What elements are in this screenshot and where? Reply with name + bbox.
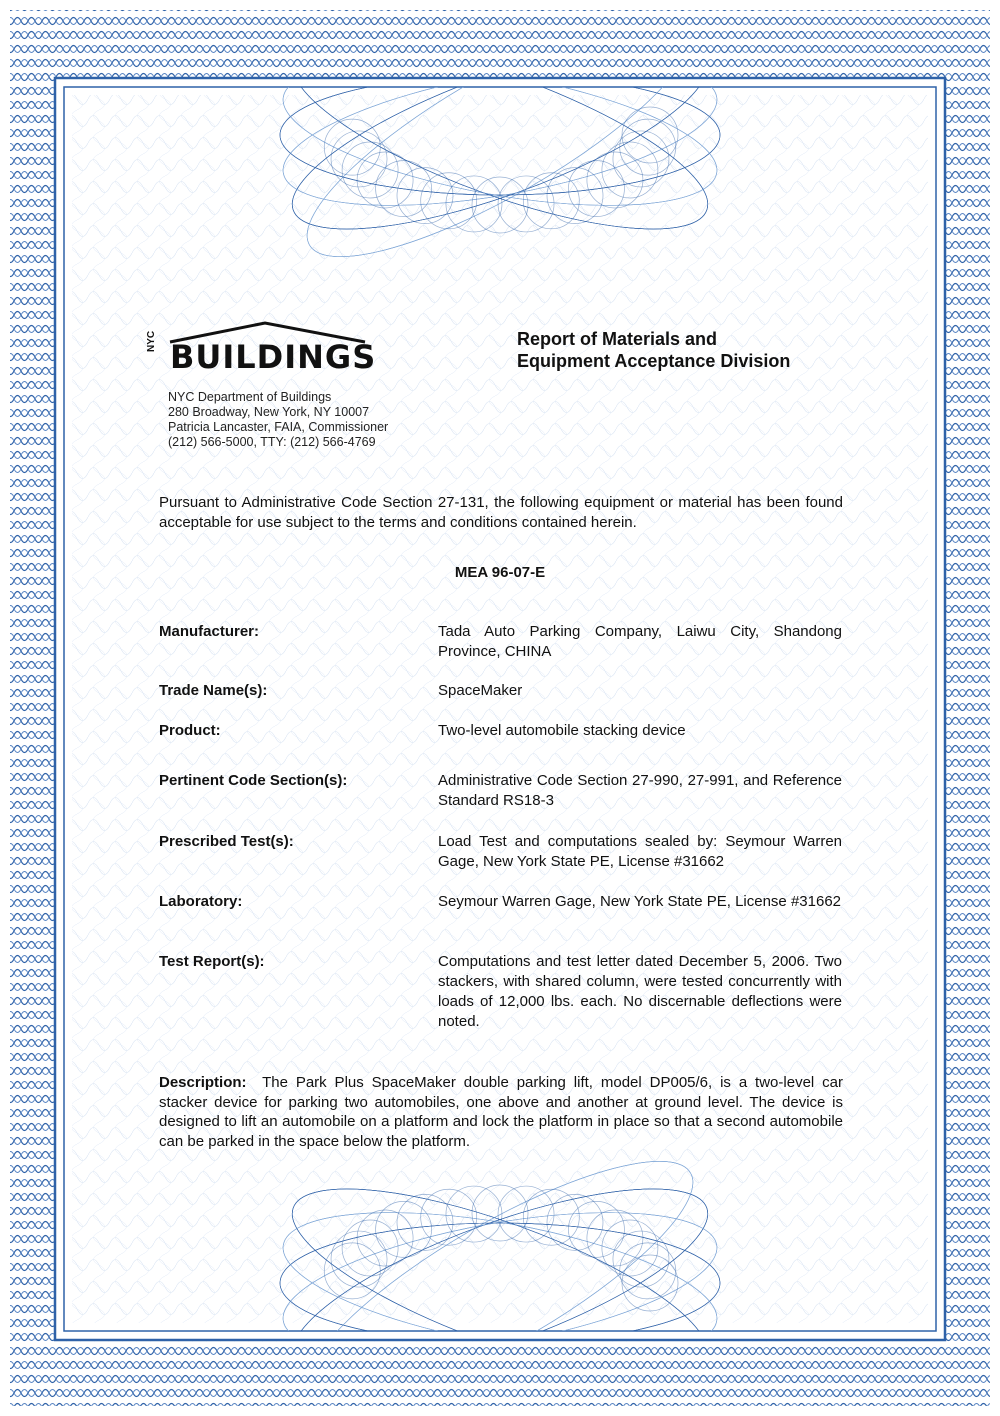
agency-address: 280 Broadway, New York, NY 10007 — [168, 405, 370, 419]
agency-commissioner: Patricia Lancaster, FAIA, Commissioner — [168, 420, 389, 434]
mea-number: MEA 96-07-E — [454, 564, 546, 581]
report-title — [517, 328, 790, 372]
field-value-trade-name: SpaceMaker — [438, 682, 523, 699]
field-label-laboratory: Laboratory: — [159, 893, 243, 910]
field-label-trade-name: Trade Name(s): — [159, 682, 268, 699]
field-label-prescribed-tests: Prescribed Test(s): — [159, 833, 294, 850]
agency-phone: (212) 566-5000, TTY: (212) 566-4769 — [168, 435, 376, 449]
description-paragraph — [159, 1073, 843, 1151]
field-label-code-sections: Pertinent Code Section(s): — [159, 772, 348, 789]
field-value-product: Two-level automobile stacking device — [438, 722, 686, 739]
field-value-code-sections: Administrative Code Section 27-990, 27-991, and Reference Standard RS18-3 — [438, 772, 842, 809]
agency-name: NYC Department of Buildings — [168, 390, 332, 404]
logo-buildings-text: BUILDINGS — [170, 338, 377, 376]
description-label: Description: — [159, 1074, 247, 1091]
field-label-product: Product: — [159, 722, 221, 739]
field-value-test-reports: Computations and test letter dated December 5, 2006. Two stackers, with shared column, were tested concurrently with loads of 12,000 lbs. each. No discernable deflections were noted. — [438, 953, 842, 1030]
description-text: The Park Plus SpaceMaker double parking lift, model DP005/6, is a two-level car stacker device for parking two automobiles, one above and another at ground level. The device is designed to lift an automobile on a platform and lock the platform in place so that a second automobile can be parked in the space below the platform. — [159, 1074, 843, 1150]
field-value-laboratory: Seymour Warren Gage, New York State PE, License #31662 — [438, 893, 842, 910]
field-label-manufacturer: Manufacturer: — [159, 623, 260, 640]
report-title-line1: Report of Materials and — [517, 329, 718, 349]
agency-address-block — [168, 390, 388, 450]
field-value-manufacturer: Tada Auto Parking Company, Laiwu City, Shandong Province, CHINA — [438, 623, 842, 660]
logo-nyc-text: NYC — [146, 330, 157, 352]
report-title-line2: Equipment Acceptance Division — [517, 351, 791, 371]
intro-paragraph: Pursuant to Administrative Code Section 27-131, the following equipment or material has been found acceptable for use subject to the terms and conditions contained herein. — [159, 494, 843, 531]
field-label-test-reports: Test Report(s): — [159, 953, 265, 970]
field-value-prescribed-tests: Load Test and computations sealed by: Seymour Warren Gage, New York State PE, License #31662 — [438, 833, 842, 870]
